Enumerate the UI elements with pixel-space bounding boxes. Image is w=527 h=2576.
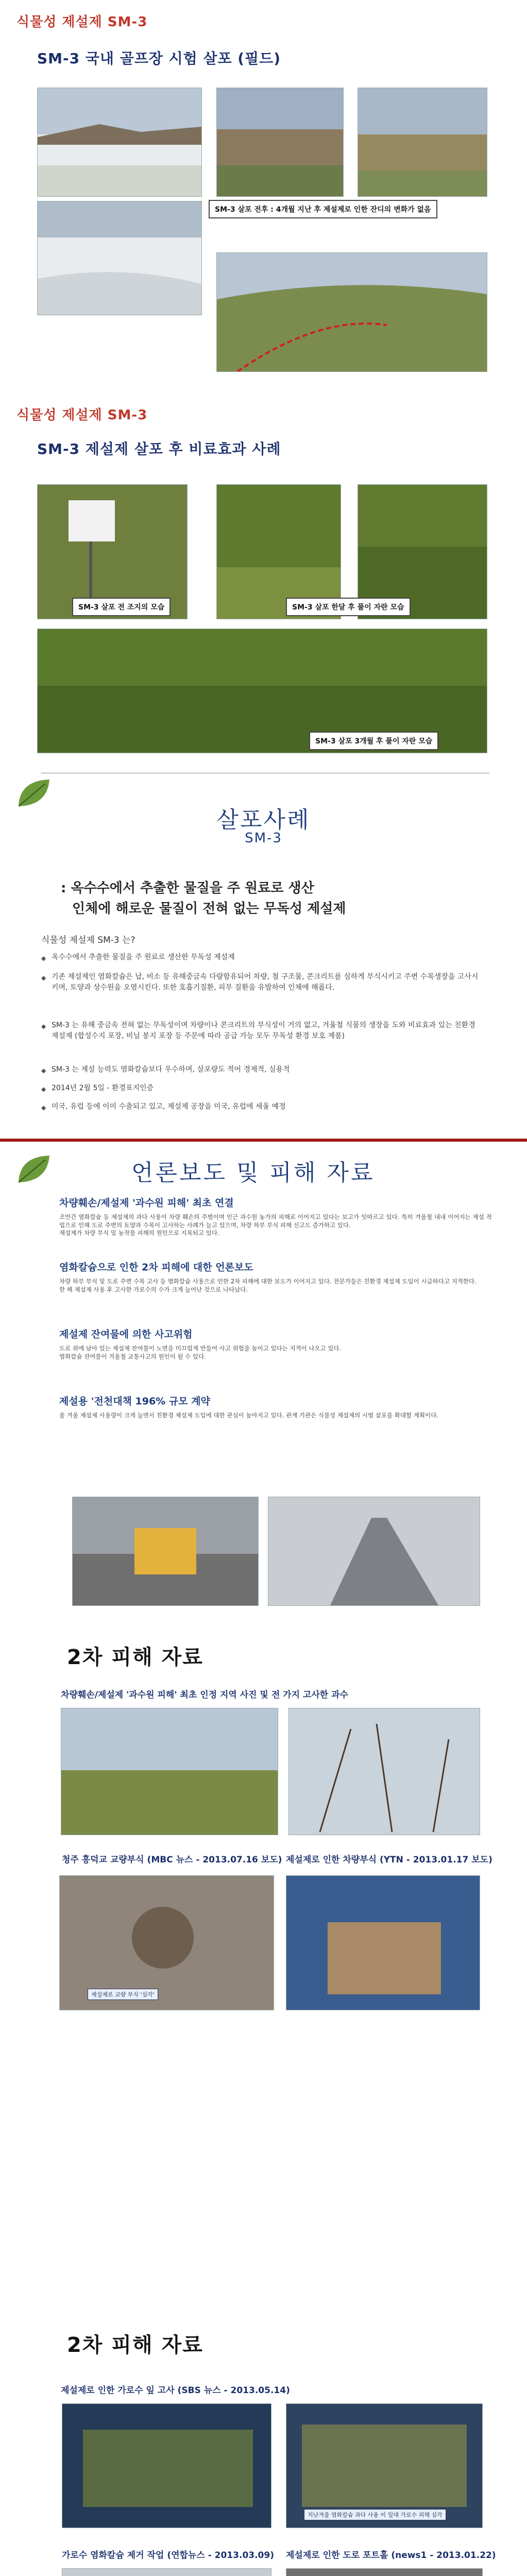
tree-overlay-caption: 지난겨울 염화칼슘 과다 사용 이 일대 가로수 피해 심각 [304,2509,446,2520]
damage2-caption-b: 제설제로 인한 도로 포트홀 (news1 - 2013.01.22) [286,2550,496,2561]
news-item [59,1327,492,1361]
golf-photo-4 [37,201,202,315]
bullet-icon: ◆ [41,1023,46,1030]
bullet-item [41,1101,484,1112]
bullet-item [41,1083,484,1094]
news-body: 조만간 염화칼슘 등 제설제의 과다 사용이 차량 훼손의 주범이며 인근 과수원 농가의 피해로 이어지고 있다는 보고가 잇따르고 있다. 특히 겨울철 내내 이어지는 제설 작업으로 인해 도로 주변의 토양과 수목이 고사하는 사례가 늘고 있으며, 차량 하부 부식 피해 신고도 증가하고 있다. [59,1213,492,1229]
news-body: 차량 하부 부식 및 도로 주변 수목 고사 등 염화칼슘 사용으로 인한 2차 피해에 대한 보도가 이어지고 있다. 전문가들은 친환경 제설제 도입이 시급하다고 지적한다. [59,1278,477,1285]
section1-caption: SM-3 살포 전후 : 4개월 지난 후 제설제로 인한 잔디의 변화가 없음 [209,200,437,218]
damage2-caption-top: 제설제로 인한 가로수 잎 고사 (SBS 뉴스 - 2013.05.14) [61,2385,290,2396]
bullet-text: SM-3 는 유해 중금속 전혀 없는 무독성이며 차량이나 콘크리트의 부식성이 거의 없고, 겨울철 식물의 생장을 도와 비료효과 있는 친환경 제설제 (합성수지 포장, 비닐 봉지 포장 등 주문에 따라 공급 가능 모두 무독성 환경 보호 제품) [52,1021,475,1040]
news-highlight: 염화칼슘 잔여물이 겨울철 교통사고의 원인이 될 수 있다. [59,1352,206,1360]
news-body: 도로 위에 남아 있는 제설제 잔여물이 노면을 미끄럽게 만들어 사고 위험을 높이고 있다는 지적이 나오고 있다. [59,1345,342,1352]
bridge-overlay-caption: 제설제로 교량 부식 '심각' [88,1989,158,2000]
section1-title: SM-3 국내 골프장 시험 살포 (필드) [37,50,281,67]
bullet-text: 미국, 유럽 등에 이미 수출되고 있고, 제설제 공장을 미국, 유럽에 세울 예정 [52,1103,286,1111]
news-item [59,1195,492,1238]
damage1-caption-top: 차량훼손/제설제 '과수원 피해' 최초 인정 지역 사진 및 전 가지 고사한 과수 [61,1690,348,1700]
slogan-line1: : 옥수수에서 추출한 물질을 주 원료로 생산 [61,880,314,896]
caption-before: SM-3 살포 전 조지의 모습 [72,598,171,616]
golf-photo-5 [216,252,487,372]
news-heading: 염화칼슘으로 인한 2차 피해에 대한 언론보도 [59,1262,253,1273]
damage2-caption-a: 가로수 염화칼슘 제거 작업 (연합뉴스 - 2013.03.09) [62,2550,274,2561]
orchard-photo-2 [288,1708,480,1835]
news-title: 언론보도 및 피해 자료 [131,1160,375,1186]
news-highlight: 한 해 제설제 사용 후 고사한 가로수의 수가 크게 늘어난 것으로 나타났다. [59,1285,248,1293]
bullet-item [41,972,484,993]
news-item [59,1260,492,1294]
news-top-strip [0,1139,527,1142]
leaf-icon [14,1151,54,1188]
golf-photo-3 [358,88,487,197]
slogan-line2: 인체에 해로운 물질이 전혀 없는 무독성 제설제 [72,901,346,917]
news-item [59,1394,492,1420]
caption-3month: SM-3 살포 3개월 후 풀이 자란 모습 [309,732,438,750]
bullet-icon: ◆ [41,974,46,981]
news-photo-road [268,1497,480,1606]
damage1-caption-a: 청주 흥덕교 교량부식 (MBC 뉴스 - 2013.07.16 보도) [62,1855,282,1865]
bullet-text: 기존 제설제인 염화칼슘은 납, 비소 등 유해중금속 다량함유되어 차량, 철 구조물, 콘크리트를 심하게 부식시키고 주변 수목생장을 고사시키며, 토양과 상수원을 오염시킨다. 또한 호흡기질환, 피부 질환을 유발하여 인체에 해롭다. [52,973,479,992]
bullet-item [41,1020,484,1042]
car-corrosion-photo [286,1875,480,2010]
tree-removal-photo [62,2568,271,2576]
bullet-text: 2014년 2월 5일 - 환경표지인증 [52,1084,154,1092]
usage-cases-subtitle: SM-3 [245,831,282,846]
bullet-item [41,1064,484,1075]
section2-category: 식물성 제설제 SM-3 [16,408,148,423]
bullet-icon: ◆ [41,1104,46,1111]
bullet-text: SM-3 는 제설 능력도 염화칼슘보다 우수하며, 살포량도 적어 경제적, 실용적 [52,1065,290,1074]
bullet-icon: ◆ [41,955,46,962]
orchard-photo-1 [61,1708,278,1835]
bullet-item [41,952,484,963]
bullet-icon: ◆ [41,1086,46,1093]
usage-cases-title: 살포사례 [216,807,311,833]
damage1-title: 2차 피해 자료 [67,1646,203,1669]
news-photo-truck [72,1497,259,1606]
news-heading: 제설제 잔여물에 의한 사고위험 [59,1329,193,1340]
news-heading: 차량훼손/제설제 '과수원 피해' 최초 연결 [59,1197,234,1209]
intro-question: 식물성 제설제 SM-3 는? [41,935,135,945]
section2-title: SM-3 제설제 살포 후 비료효과 사례 [37,440,281,457]
roadside-tree-photo-1 [62,2403,271,2528]
pothole-photo [286,2568,483,2576]
golf-photo-2 [216,88,344,197]
bullet-icon: ◆ [41,1067,46,1074]
news-heading: 제설용 '전천대책 196% 규모 계약 [59,1396,210,1407]
damage2-title: 2차 피해 자료 [67,2333,203,2357]
caption-1month: SM-3 살포 한달 후 풀이 자란 모습 [286,598,411,616]
damage1-caption-b: 제설제로 인한 차량부식 (YTN - 2013.01.17 보도) [286,1855,492,1865]
golf-photo-1 [37,88,202,197]
news-highlight: 제설제가 차량 부식 및 농작물 피해의 원인으로 지목되고 있다. [59,1229,219,1236]
news-body: 올 겨울 제설제 사용량이 크게 늘면서 친환경 제설제 도입에 대한 관심이 높아지고 있다. 관계 기관은 식물성 제설제의 시범 살포를 확대할 계획이다. [59,1412,438,1419]
bullet-text: 옥수수에서 추출한 물질을 주 원료로 생산한 무독성 제설제 [52,953,235,961]
section1-category: 식물성 제설제 SM-3 [16,14,148,30]
